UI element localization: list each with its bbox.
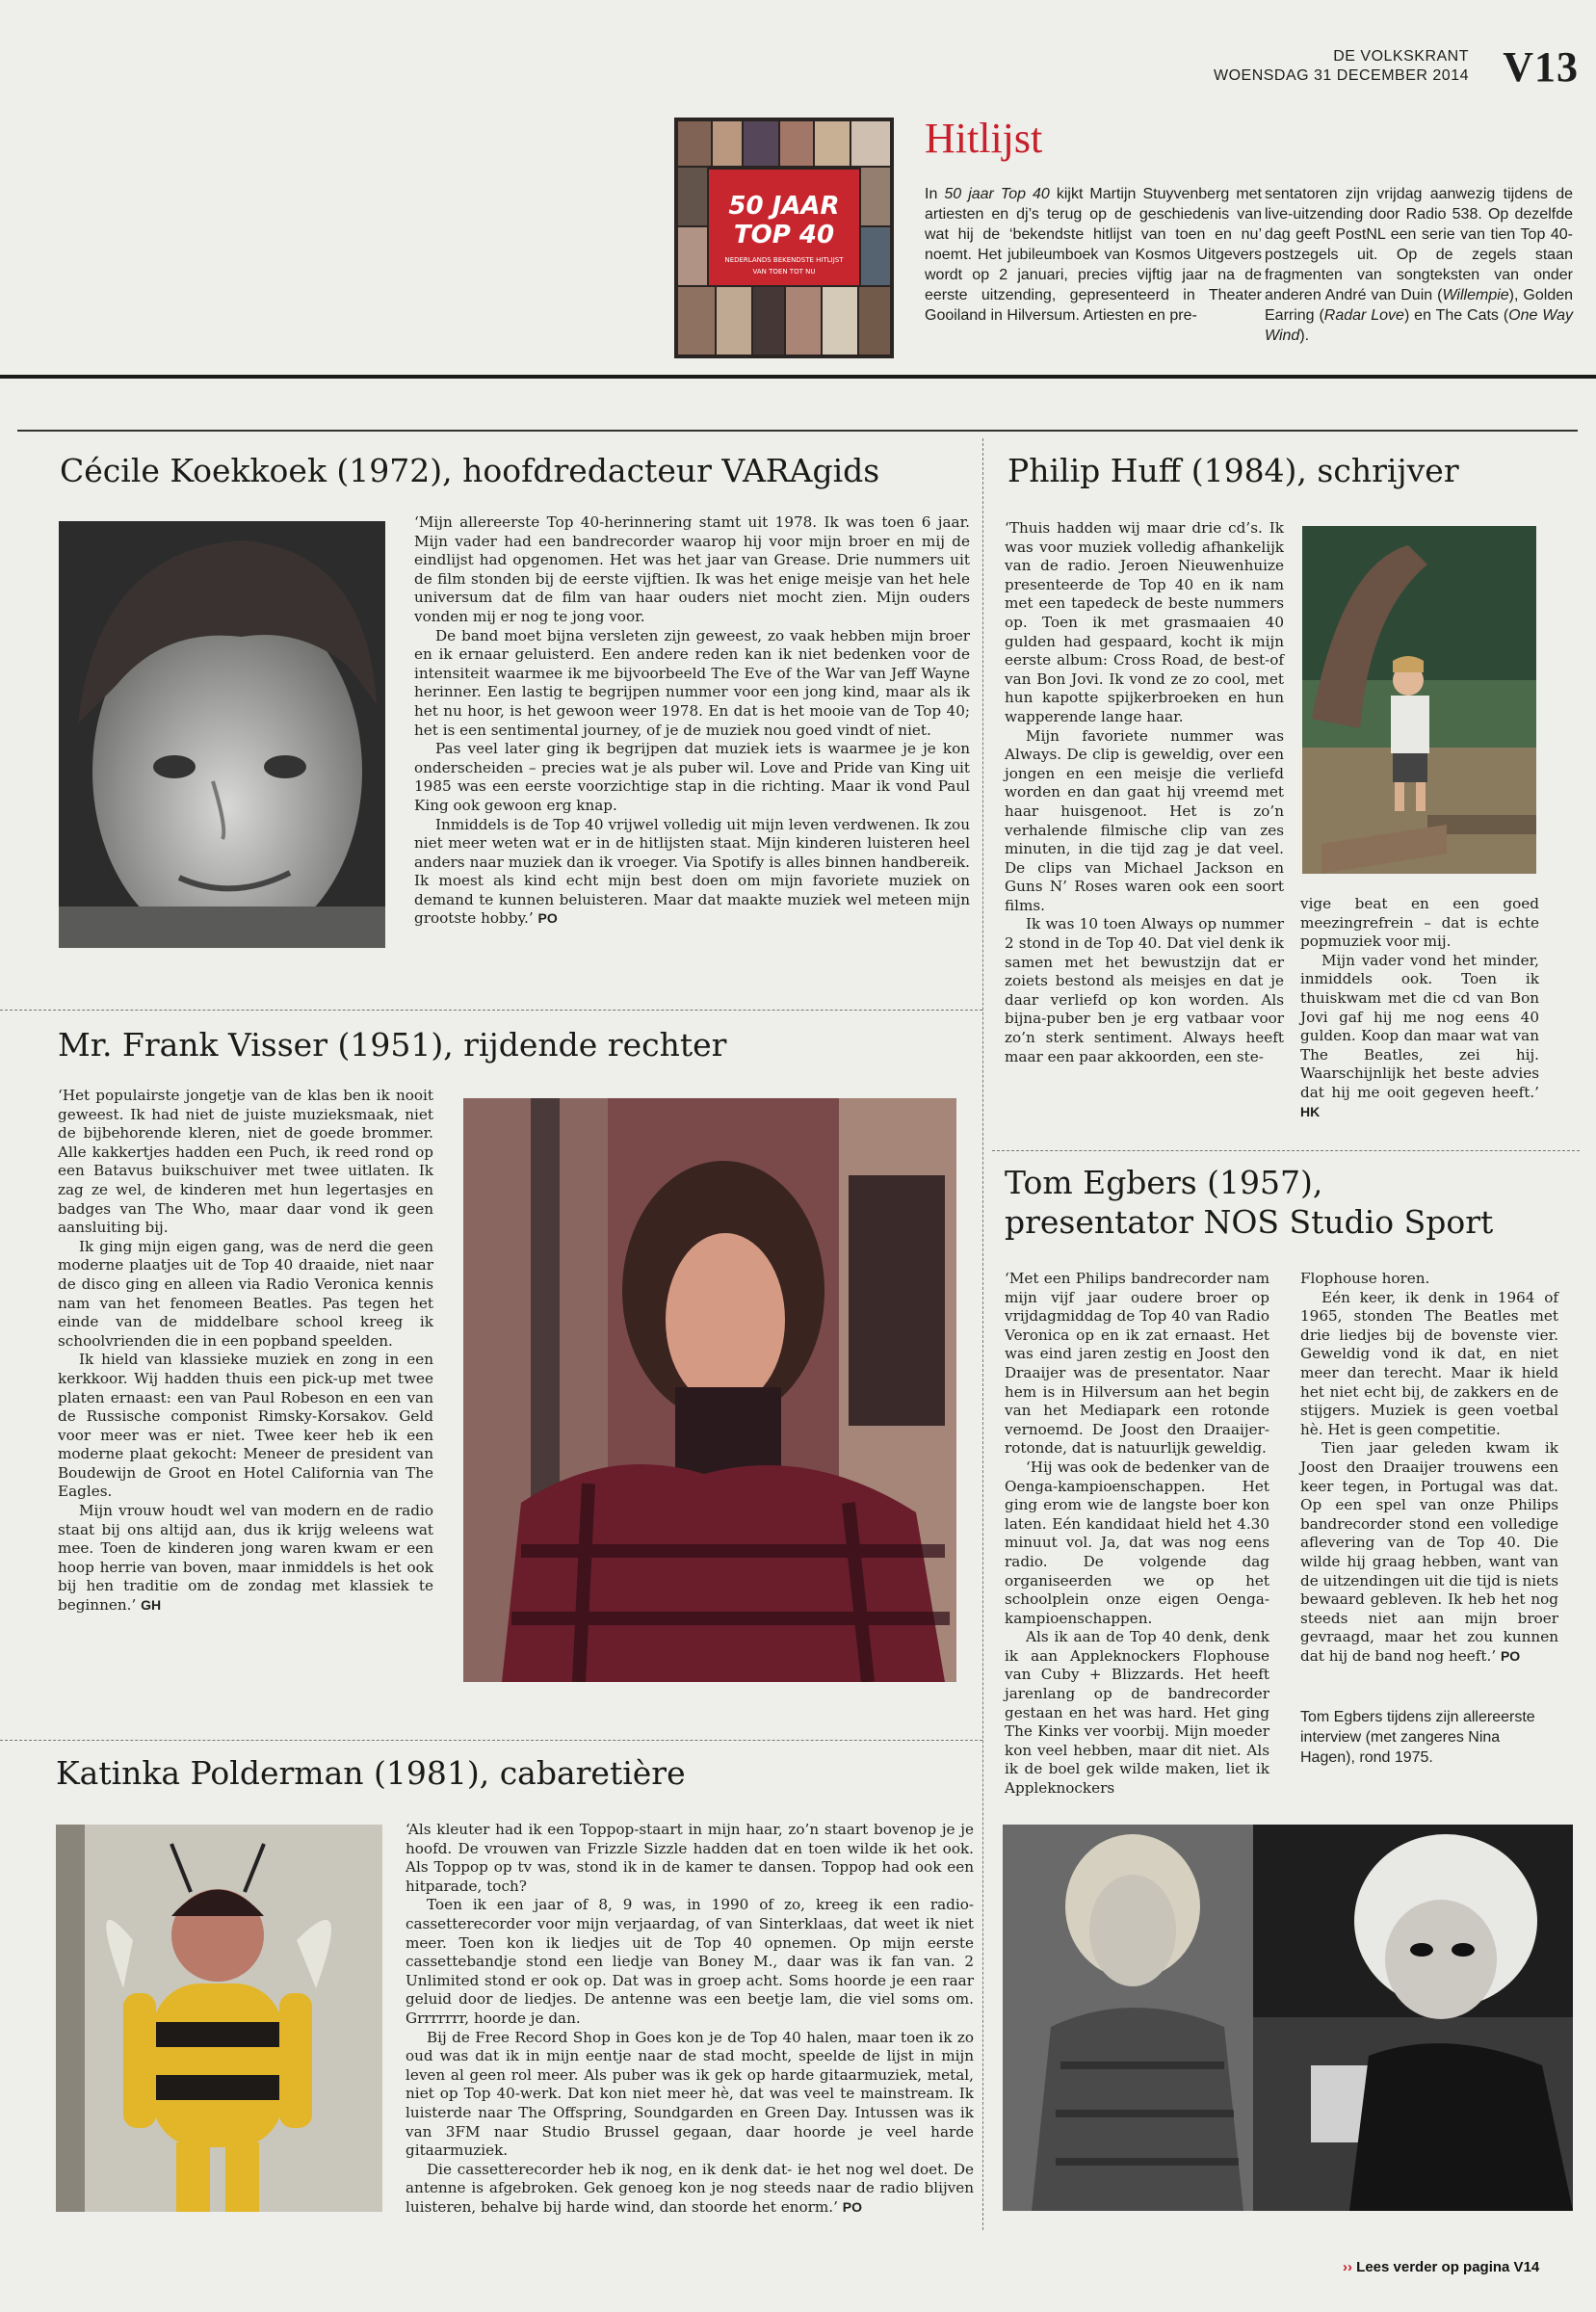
katinka-headline: Katinka Polderman (1981), cabaretière bbox=[56, 1754, 686, 1792]
philip-headline: Philip Huff (1984), schrijver bbox=[1007, 452, 1459, 489]
cover-subtitle-line2: VAN TOEN TOT NU bbox=[752, 268, 816, 276]
issue-date: WOENSDAG 31 DECEMBER 2014 bbox=[1213, 67, 1469, 84]
tom-paragraph-2: ‘Hij was ook de bedenker van de Oenga-kampioenschappen. Het ging erom wie de langste boer kon laten. Eén kandidaat hield het 4.30 minuut vol. Ja, dat was nog eens radio. De volgende dag organiseerden we op het schoolplein onze eigen Oenga-kampioenschappen. bbox=[1005, 1458, 1269, 1627]
hitlijst-intro-column-1: In 50 jaar Top 40 kijkt Martijn Stuyvenberg met artiesten en dj’s terug op de geschiedenis van wat hij de ‘bekendste hitlijst van toen en nu’ noemt. Het jubileumboek van Kosmos Uitgevers wordt op 2 januari, precies vijftig jaar na de eerste uitzending, gepresenteerd in Theater Gooiland in Hilversum. Artiesten en pre- bbox=[925, 186, 1262, 324]
frank-paragraph-1: ‘Het populairste jongetje van de klas ben ik nooit geweest. Ik had niet de juiste muzieksmaak, niet de bijbehorende kleren, niet de goede brommer. Alle kakkertjes hadden een Puch, ik reed rond op een Batavus buikschuiver met twee uitlaten. Ik zag ze wel, de kinderen met hun legertasjes en badges van The Who, maar daar vond ik geen aansluiting bij. bbox=[58, 1087, 433, 1237]
cecile-paragraph-4: Inmiddels is de Top 40 vrijwel volledig uit mijn leven verdwenen. Ik zou niet meer weten wat er in de hitlijsten staat. Mijn kinderen luisteren heel anders naar muziek dan ik vroeger. Via Spotify is alles binnen handbereik. Ik moest als kind echt mijn best doen om mijn favoriete muziek on demand te kunnen beluisteren. Maar dat maakte muziek wel meteen mijn grootste hobby.’ bbox=[414, 815, 970, 928]
tom-paragraph-4: Flophouse horen. bbox=[1300, 1270, 1430, 1287]
tom-paragraph-1: ‘Met een Philips bandrecorder nam mijn vijf jaar oudere broer op vrijdagmiddag de Top 40 van Radio Veronica op en ik zat ernaast. Het was eind jaren zestig en Joost den Draaijer was de presentator. Naar hem is in Hilversum aan het begin van het Mediapark een rotonde vernoemd. De Joost den Draaijer-rotonde, dat is natuurlijk geweldig. bbox=[1005, 1270, 1269, 1458]
cover-title-line2: TOP 40 bbox=[733, 221, 835, 250]
tom-photo-caption: Tom Egbers tijdens zijn allereerste interview (met zangeres Nina Hagen), rond 1975. bbox=[1300, 1709, 1535, 1766]
cecile-paragraph-3: Pas veel later ging ik begrijpen dat muziek iets is waarmee je je kon onderscheiden – precies wat je als puber wil. Love and Pride van King uit 1985 was een eerste voorzichtige stap in die richting. Maar ik vond Paul King ook gewoon erg knap. bbox=[414, 740, 970, 814]
section-separator bbox=[992, 1150, 1580, 1151]
cecile-article bbox=[414, 513, 970, 929]
tom-headline-line2: presentator NOS Studio Sport bbox=[1005, 1203, 1494, 1241]
newspaper-name: DE VOLKSKRANT bbox=[1333, 48, 1469, 65]
cecile-childhood-photo bbox=[59, 521, 385, 948]
katinka-paragraph-1: ‘Als kleuter had ik een Toppop-staart in mijn haar, zo’n staart bovenop je je hoofd. De vrouwen van Frizzle Sizzle hadden dat en toen wilde ik het ook. Als Toppop op tv was, stond ik in de kamer te dansen. Toppop had ook een hitparade, toch? bbox=[406, 1821, 974, 1895]
cover-title-line1: 50 JAAR bbox=[728, 192, 840, 221]
continue-reading-link[interactable]: ›› Lees verder op pagina V14 bbox=[1343, 2259, 1540, 2275]
frank-paragraph-2: Ik ging mijn eigen gang, was de nerd die geen moderne plaatjes uit de Top 40 draaide, niet naar de disco ging en alleen via Radio Veronica kennis nam van het fenomeen Beatles. Pas tegen het einde van de middelbare school kreeg ik schoolvrienden die in een popband speelden. bbox=[58, 1237, 433, 1350]
page-number: V13 bbox=[1503, 43, 1579, 91]
section-separator bbox=[0, 1740, 982, 1741]
tom-author-initials: PO bbox=[1500, 1647, 1521, 1664]
tom-nina-hagen-photo bbox=[1003, 1825, 1573, 2211]
philip-paragraph-4: vige beat en een goed meezingrefrein – dat is echte popmuziek voor mij. bbox=[1300, 895, 1539, 951]
cecile-paragraph-2: De band moet bijna versleten zijn geweest, zo vaak hebben mijn broer en ik ernaar geluisterd. Een andere reden kan ik niet bedenken voor de intensiteit waarmee ik me bijvoorbeeld The Eve of the War van Jeff Wayne herinner. Een lastig te begrijpen nummer voor een jong kind, maar als ik het nu hoor, is het gewoon weer 1978. En dat is het mooie van de Top 40; het is een sentimental journey, of je de muziek nou goed vindt of niet. bbox=[414, 626, 970, 739]
section-title: Hitlijst bbox=[925, 115, 1043, 162]
philip-paragraph-1: ‘Thuis hadden wij maar drie cd’s. Ik was voor muziek volledig afhankelijk van de radio. Jeroen Nieuwenhuize presenteerde de Top 40 en ik nam met een tapedeck de beste nummers op. Toen ik met grasmaaien 40 gulden had gespaard, kocht ik mijn eerste album: Cross Road, de best-of van Bon Jovi. Ik vond ze zo cool, met hun kapotte spijkerbroeken en hun wapperende lange haar. bbox=[1005, 519, 1284, 725]
frank-headline: Mr. Frank Visser (1951), rijdende rechter bbox=[58, 1026, 727, 1064]
philip-paragraph-5: Mijn vader vond het minder, inmiddels ook. Toen ik thuiskwam met die cd van Bon Jovi gaf hij me nog eens 40 gulden. Koop dan maar wat van The Beatles, zei hij. Waarschijnlijk het beste advies dat hij me ooit gegeven heeft.’ bbox=[1300, 951, 1539, 1101]
cover-subtitle-line1: NEDERLANDS BEKENDSTE HITLIJST bbox=[724, 256, 844, 264]
hitlijst-intro-column-2: sentatoren zijn vrijdag aanwezig tijdens de live-uitzending door Radio 538. Op dezelfde dag geeft PostNL een serie van tien Top 40-postzegels uit. Op de zegels staan fragmenten van songteksten van onder anderen André van Duin (Willempie), Golden Earring (Radar Love) en The Cats (One Way Wind). bbox=[1265, 186, 1574, 344]
katinka-article bbox=[406, 1821, 974, 2217]
frank-article bbox=[58, 1087, 433, 1616]
book-cover-image bbox=[674, 118, 894, 358]
tom-article-column-1 bbox=[1005, 1270, 1269, 1799]
frank-author-initials: GH bbox=[141, 1597, 162, 1614]
katinka-paragraph-4: Die cassetterecorder heb ik nog, en ik denk dat- ie het nog wel doet. De antenne is afgebroken. Gek genoeg kon je nog steeds naar de radio blijven luisteren, behalve bij harde wind, dan stoorde het enorm.’ bbox=[406, 2160, 974, 2216]
katinka-paragraph-3: Bij de Free Record Shop in Goes kon je de Top 40 halen, maar toen ik zo oud was dat ik in mijn eentje naar de stad mocht, speelde de lijst in mijn leven al geen rol meer. Als puber was ik gek op harde gitaarmuziek, metal, niet op Top 40-werk. Dat kon niet meer hè, dat was veel te mainstream. Ik luisterde naar The Offspring, Soundgarden en Green Day. Intussen was ik van 3FM naar Studio Brussel gegaan, daar hoorde je veel harde gitaarmuziek. bbox=[406, 2028, 974, 2160]
double-arrow-icon: ›› bbox=[1343, 2259, 1352, 2275]
cecile-author-initials: PO bbox=[537, 910, 558, 927]
philip-paragraph-2: Mijn favoriete nummer was Always. De clip is geweldig, over een jongen en een meisje die verliefd worden en dan gaat hij vreemd met haar huisgenoot. Het is zo’n verhalende filmische clip van zes minuten, in die tijd zag je dat veel. De clips van Michael Jackson en Guns N’ Roses waren ook een soort films. bbox=[1005, 726, 1284, 914]
section-divider bbox=[0, 375, 1596, 379]
tom-article-column-2 bbox=[1300, 1270, 1558, 1666]
section-separator bbox=[0, 1010, 982, 1011]
frank-paragraph-3: Ik hield van klassieke muziek en zong in een kerkkoor. Wij hadden thuis een pick-up met twee platen ernaast: een van Paul Robeson en een van de Russische componist Rimsky-Korsakov. Geld voor meer was er niet. Twee keer heb ik een moderne plaat gekocht: Meneer de president van Boudewijn de Groot en Hotel California van The Eagles. bbox=[58, 1351, 433, 1501]
frank-paragraph-4: Mijn vrouw houdt wel van modern en de radio staat bij ons altijd aan, dus ik krijg weleens wat mee. Toen de kinderen jong waren kwam er een hoop herrie van boven, maar inmiddels is het ook bij hen traditie om de zondag met klassiek te beginnen.’ bbox=[58, 1502, 433, 1615]
tom-paragraph-3: Als ik aan de Top 40 denk, denk ik aan Appleknockers Flophouse van Cuby + Blizzards. Het heeft jarenlang op de bandrecorder gestaan en het was hard. Het ging The Kinks ver voorbij. Mijn moeder kon veel hebben, maar dit niet. Als ik de boel gek wilde maken, liet ik Appleknockers bbox=[1005, 1628, 1269, 1798]
frank-youth-photo bbox=[463, 1098, 956, 1682]
top-rule bbox=[17, 430, 1578, 432]
philip-article-column-2 bbox=[1300, 895, 1539, 1121]
katinka-bee-costume-photo bbox=[56, 1825, 382, 2212]
philip-article-column-1 bbox=[1005, 519, 1284, 1066]
cecile-headline: Cécile Koekkoek (1972), hoofdredacteur VARAgids bbox=[60, 452, 880, 489]
philip-childhood-photo bbox=[1302, 526, 1536, 874]
philip-paragraph-3: Ik was 10 toen Always op nummer 2 stond in de Top 40. Dat viel denk ik samen met het bewustzijn dat er zoiets bestond als meisjes en dat je daar verliefd op kon worden. Als bijna-puber ben je erg vatbaar voor zo’n sterk sentiment. Always heeft maar een paar akkoorden, een ste- bbox=[1005, 915, 1284, 1065]
column-divider bbox=[982, 438, 983, 2230]
katinka-paragraph-2: Toen ik een jaar of 8, 9 was, in 1990 of zo, kreeg ik een radio-cassetterecorder voor mijn verjaardag, of van Sinterklaas, dat weet ik niet meer. Toen kon ik liedjes uit de Top 40 opnemen. Op mijn eerste cassettebandje stond een liedje van Boney M., daar was ik fan van. 2 Unlimited stond er ook op. Dat was in groep acht. Soms hoorde je een raar geluid door de liedjes. De antenne was een beetje lam, die viel soms om. Grrrrrrr, hoorde je dan. bbox=[406, 1896, 974, 2027]
tom-paragraph-6: Tien jaar geleden kwam ik Joost den Draaijer trouwens een keer tegen, in Portugal was dat. Op een spel van onze Philips bandrecorder stond een volledige aflevering van de Top 40. Die wilde hij graag hebben, want van de uitzendingen uit die tijd is niets bewaard gebleven. Ik heb het nog steeds niet aan mijn broer gevraagd, maar het zou kunnen dat hij de band nog heeft.’ bbox=[1300, 1439, 1558, 1665]
katinka-author-initials: PO bbox=[842, 2198, 862, 2215]
philip-author-initials: HK bbox=[1300, 1103, 1321, 1119]
tom-paragraph-5: Eén keer, ik denk in 1964 of 1965, stonden The Beatles met drie liedjes bij de bovenste vier. Geweldig vond ik dat, en niet meer dan terecht. Maar ik hield het niet echt bij, de zakkers en de stijgers. Muziek is geen voetbal hè. Het is geen competitie. bbox=[1300, 1288, 1558, 1438]
cecile-paragraph-1: ‘Mijn allereerste Top 40-herinnering stamt uit 1978. Ik was toen 6 jaar. Mijn vader had een bandrecorder waarop hij voor mijn broer en mij de eindlijst had opgenomen. Het was het jaar van Grease. Drie nummers uit de film stonden bij de eerste vijftien. Ik was het enige meisje van het hele universum dat de film van haar ouders niet mocht zien. Mijn ouders vonden mij er nog te jong voor. bbox=[414, 513, 970, 625]
tom-headline-line1: Tom Egbers (1957), bbox=[1005, 1164, 1323, 1201]
